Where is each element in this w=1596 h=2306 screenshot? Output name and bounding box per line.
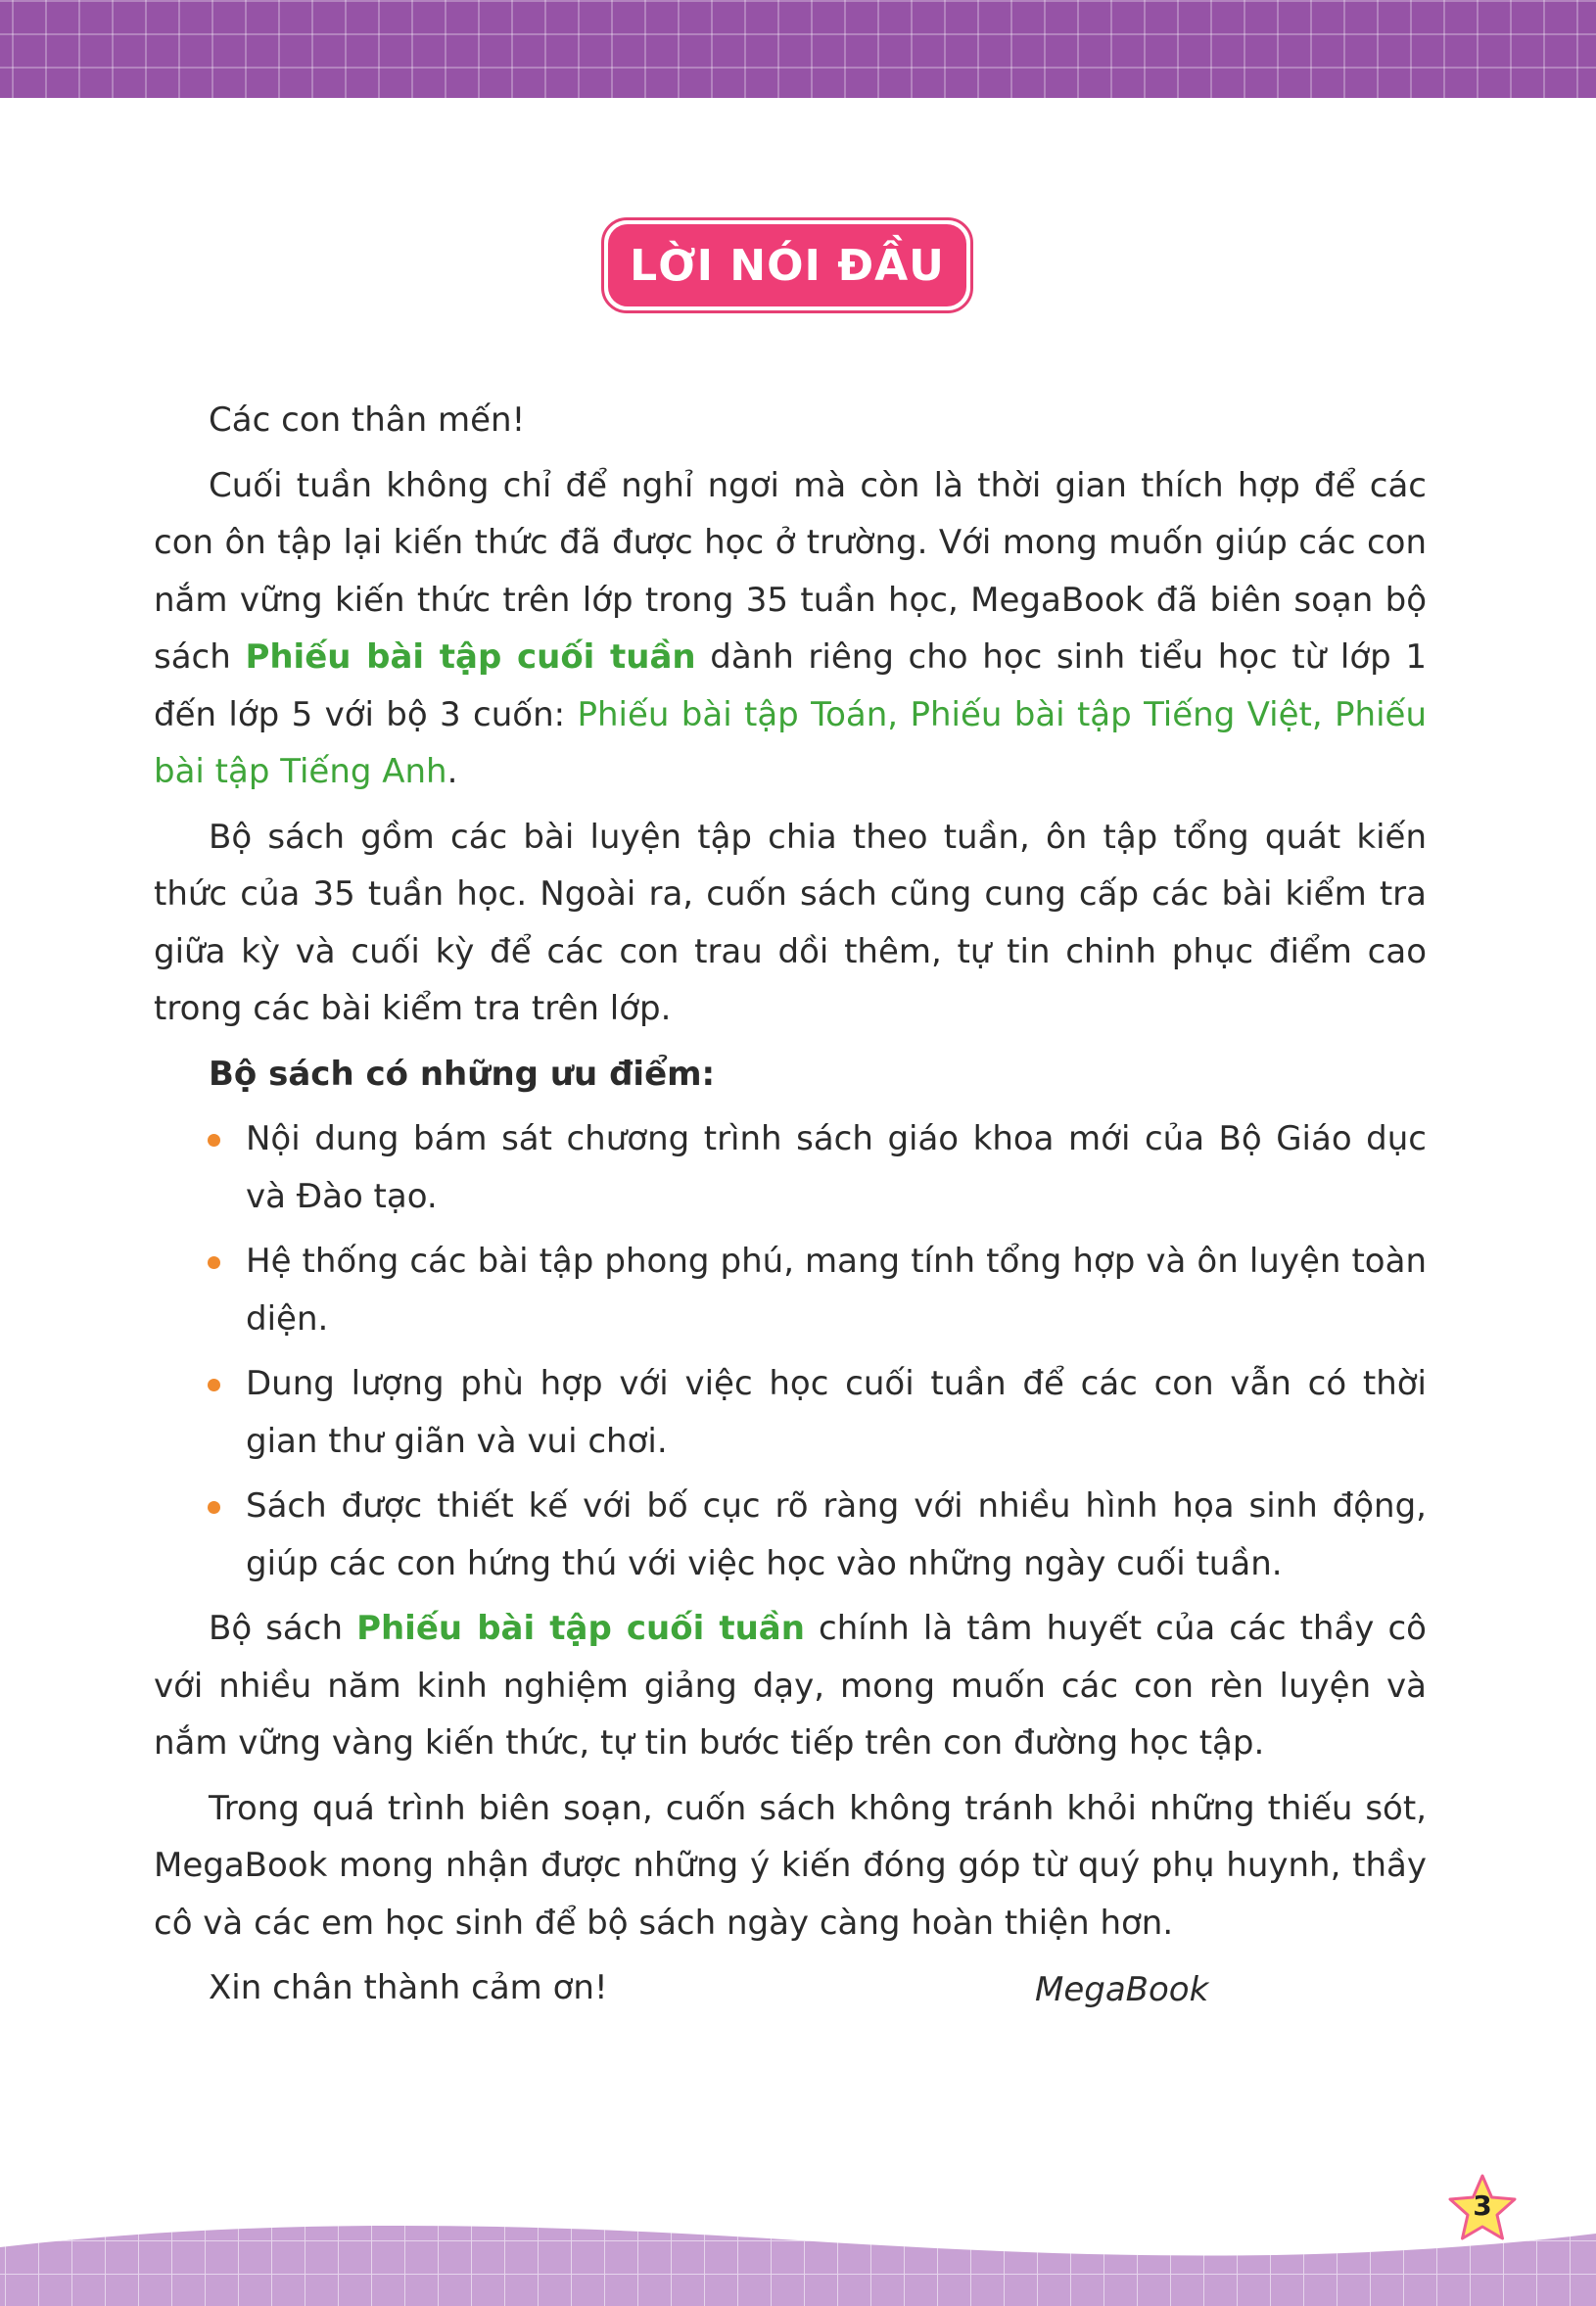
page-title: LỜI NÓI ĐẦU <box>608 224 966 306</box>
bullet-dot-icon <box>208 1379 220 1391</box>
list-item <box>154 1110 1427 1225</box>
paragraph-3-text-b: chính là tâm huyết của các thầy cô với nhiều năm kinh nghiệm giảng dạy, mong muốn các con rèn luyện và nắm vững vàng kiến thức, tự tin bước tiếp trên con đường học tập. <box>154 1609 1427 1763</box>
list-item <box>154 1233 1427 1347</box>
paragraph-4: Trong quá trình biên soạn, cuốn sách không tránh khỏi những thiếu sót, MegaBook mong nhận được những ý kiến đóng góp từ quý phụ huynh, thầy cô và các em học sinh để bộ sách ngày càng hoàn thiện hơn. <box>154 1788 1427 1943</box>
bottom-wave-band <box>0 2208 1596 2306</box>
book-list: Phiếu bài tập Toán, Phiếu bài tập Tiếng Việt, Phiếu bài tập Tiếng Anh <box>154 694 1427 791</box>
bullet-dot-icon <box>208 1501 220 1514</box>
salutation: Các con thân mến! <box>209 400 526 440</box>
page-number-badge <box>1445 2172 1520 2246</box>
list-item-text: Nội dung bám sát chương trình sách giáo khoa mới của Bộ Giáo dục và Đào tạo. <box>246 1119 1427 1216</box>
paragraph-1 <box>154 457 1427 801</box>
paragraph-1-text-a: Cuối tuần không chỉ để nghỉ ngơi mà còn là thời gian thích hợp để các con ôn tập lại kiến thức đã được học ở trường. Với mong muốn giúp các con nắm vững kiến thức trên lớp trong 35 tuần học, MegaBook đã biên soạn bộ sách <box>154 465 1427 677</box>
paragraph-3-text-a: Bộ sách <box>209 1609 357 1648</box>
list-item-text: Sách được thiết kế với bố cục rõ ràng với nhiều hình họa sinh động, giúp các con hứng thú với việc học vào những ngày cuối tuần. <box>246 1486 1427 1583</box>
list-item-text: Dung lượng phù hợp với việc học cuối tuần để các con vẫn có thời gian thư giãn và vui chơi. <box>246 1364 1427 1461</box>
series-name-highlight: Phiếu bài tập cuối tuần <box>356 1609 805 1648</box>
bullet-dot-icon <box>208 1134 220 1147</box>
paragraph-1-text-b: dành riêng cho học sinh tiểu học từ lớp 1 đến lớp 5 với bộ 3 cuốn: <box>154 637 1427 734</box>
series-name-highlight: Phiếu bài tập cuối tuần <box>245 637 696 677</box>
preface-body <box>154 392 1427 2025</box>
page-number: 3 <box>1473 2189 1492 2222</box>
list-item-text: Hệ thống các bài tập phong phú, mang tính tổng hợp và ôn luyện toàn diện. <box>246 1242 1427 1339</box>
top-grid-band <box>0 0 1596 98</box>
list-item <box>154 1478 1427 1592</box>
thanks-line: Xin chân thành cảm ơn! <box>209 1968 608 2007</box>
paragraph-3 <box>154 1600 1427 1772</box>
advantages-heading: Bộ sách có những ưu điểm: <box>209 1054 716 1094</box>
list-item <box>154 1355 1427 1470</box>
title-badge <box>601 217 979 319</box>
paragraph-1-text-c: . <box>446 752 458 791</box>
advantages-list <box>154 1110 1427 1592</box>
signature: MegaBook <box>1035 1970 1209 2009</box>
bullet-dot-icon <box>208 1256 220 1269</box>
paragraph-2: Bộ sách gồm các bài luyện tập chia theo tuần, ôn tập tổng quát kiến thức của 35 tuần học. Ngoài ra, cuốn sách cũng cung cấp các bài kiểm tra giữa kỳ và cuối kỳ để các con trau dồi thêm, tự tin chinh phục điểm cao trong các bài kiểm tra trên lớp. <box>154 817 1427 1028</box>
